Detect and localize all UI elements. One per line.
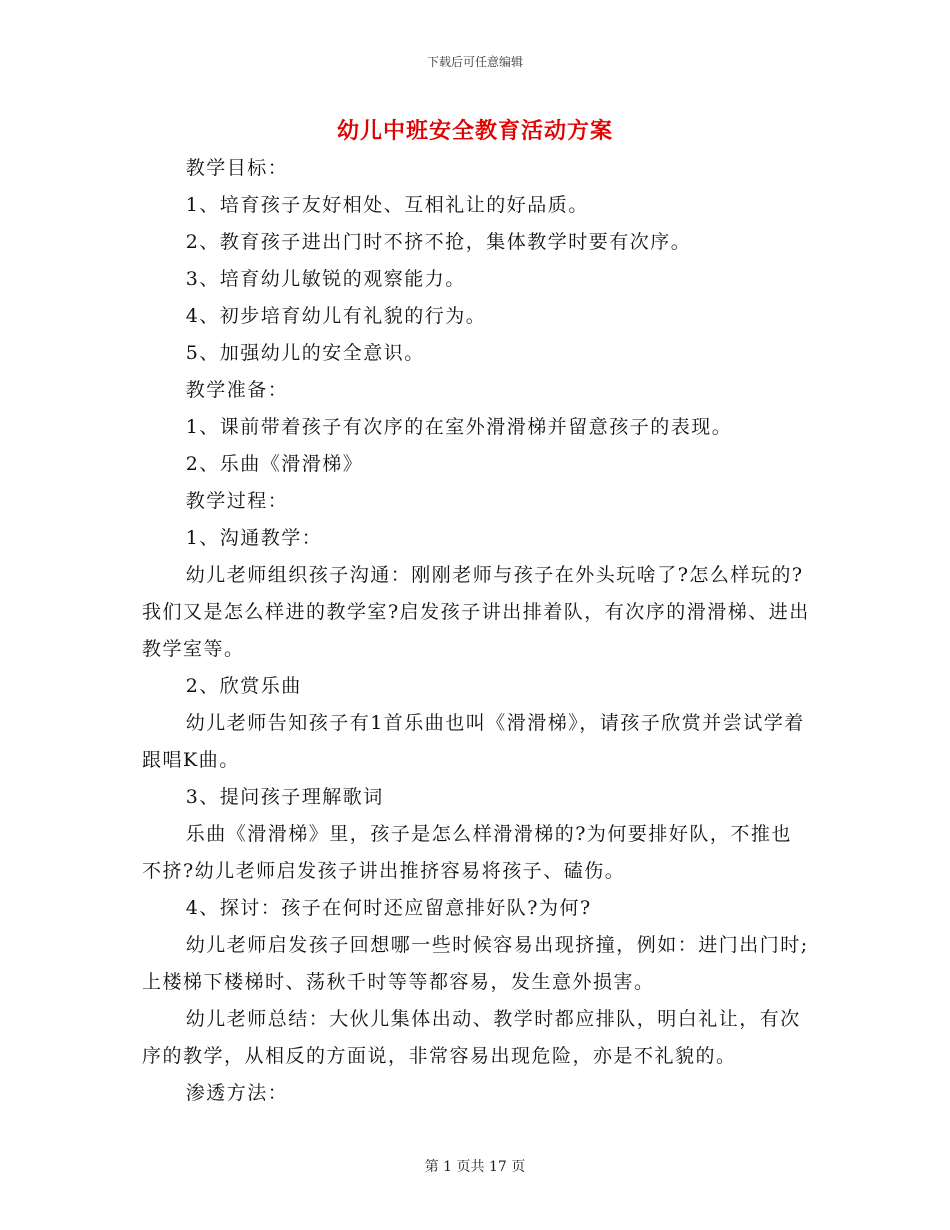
document-title: 幼儿中班安全教育活动方案 bbox=[336, 118, 613, 144]
section-heading-process: 教学过程： bbox=[185, 490, 289, 512]
process-step-2-heading: 2、欣赏乐曲 bbox=[185, 675, 302, 697]
process-step-1-heading: 1、沟通教学： bbox=[185, 527, 323, 549]
process-step-3-text: 乐曲《滑滑梯》里，孩子是怎么样滑滑梯的?为何要排好队，不推也不挤?幼儿老师启发孩子讲出推挤容易将孩子、磕伤。 bbox=[142, 823, 792, 882]
section-heading-preparation: 教学准备： bbox=[185, 379, 289, 401]
process-step-3-heading: 3、提问孩子理解歌词 bbox=[185, 786, 384, 808]
goal-item-4: 4、初步培育幼儿有礼貌的行为。 bbox=[185, 305, 487, 327]
preparation-item-1: 1、课前带着孩子有次序的在室外滑滑梯并留意孩子的表现。 bbox=[185, 416, 733, 438]
preparation-item-2: 2、乐曲《滑滑梯》 bbox=[185, 453, 364, 475]
goal-item-2: 2、教育孩子进出门时不挤不抢，集体教学时要有次序。 bbox=[185, 231, 692, 253]
section-heading-methods: 渗透方法： bbox=[185, 1082, 289, 1104]
process-step-2-text: 幼儿老师告知孩子有1首乐曲也叫《滑滑梯》，请孩子欣赏并尝试学着跟唱K曲。 bbox=[142, 712, 805, 771]
page-number: 第 1 页共 17 页 bbox=[424, 1159, 526, 1175]
goal-item-5: 5、加强幼儿的安全意识。 bbox=[185, 342, 425, 364]
document-body bbox=[142, 150, 812, 1112]
section-heading-goals: 教学目标： bbox=[185, 157, 289, 179]
process-step-4-heading: 4、探讨：孩子在何时还应留意排好队?为何? bbox=[185, 897, 592, 919]
goal-item-1: 1、培育孩子友好相处、互相礼让的好品质。 bbox=[185, 194, 589, 216]
process-step-4-text: 幼儿老师启发孩子回想哪一些时候容易出现挤撞，例如：进门出门时;上楼梯下楼梯时、荡秋千时等等都容易，发生意外损害。 bbox=[142, 934, 809, 993]
teacher-summary: 幼儿老师总结：大伙儿集体出动、教学时都应排队，明白礼让，有次序的教学，从相反的方面说，非常容易出现危险，亦是不礼貌的。 bbox=[142, 1008, 801, 1067]
goal-item-3: 3、培育幼儿敏锐的观察能力。 bbox=[185, 268, 466, 290]
page-header: 下载后可任意编辑 bbox=[426, 55, 523, 69]
process-step-1-text: 幼儿老师组织孩子沟通：刚刚老师与孩子在外头玩啥了?怎么样玩的?我们又是怎么样进的教学室?启发孩子讲出排着队，有次序的滑滑梯、进出教学室等。 bbox=[142, 564, 810, 660]
